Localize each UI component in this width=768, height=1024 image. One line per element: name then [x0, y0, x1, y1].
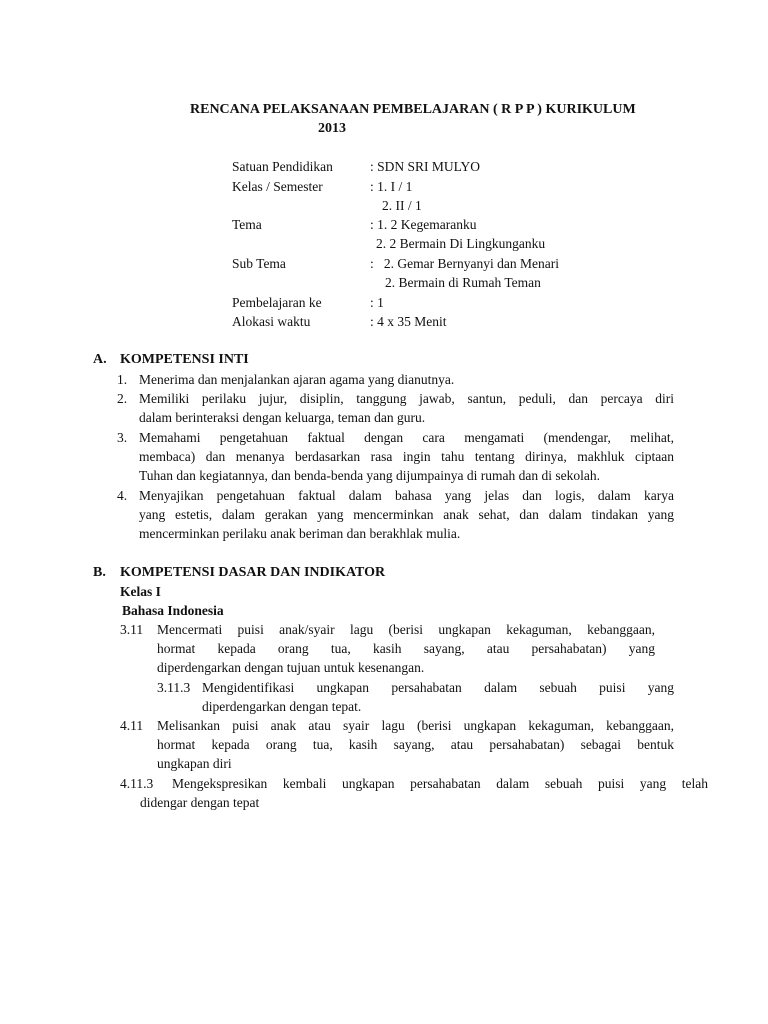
kd-text-cont: diperdengarkan dengan tujuan untuk kesenangan. — [157, 660, 425, 675]
identity-value: : 2. Gemar Bernyanyi dan Menari — [370, 256, 559, 271]
identity-label: Pembelajaran ke — [232, 295, 322, 310]
identity-value: : 1. I / 1 — [370, 179, 413, 194]
section-number: B. — [93, 565, 106, 580]
section-number: A. — [93, 352, 107, 367]
kd-text-cont: ungkapan diri — [157, 756, 232, 771]
identity-value: : 1. 2 Kegemaranku — [370, 217, 477, 232]
class-label: Kelas I — [120, 584, 161, 599]
identity-label: Sub Tema — [232, 256, 286, 271]
indicator-text-cont: didengar dengan tepat — [140, 795, 260, 810]
subject-label: Bahasa Indonesia — [122, 603, 224, 618]
kd-number: 3.11 — [120, 622, 144, 637]
identity-value-cont: 2. Bermain di Rumah Teman — [385, 275, 541, 290]
indicator-number: 4.11.3 — [120, 776, 154, 791]
indicator-text: Mengidentifikasi ungkapan persahabatan dalam sebuah puisi yang — [202, 680, 674, 695]
kd-text: Melisankan puisi anak atau syair lagu (berisi ungkapan kekaguman, kebanggaan, — [157, 718, 674, 733]
identity-value-cont: 2. II / 1 — [382, 198, 422, 213]
kd-number: 4.11 — [120, 718, 144, 733]
indicator-text-cont: diperdengarkan dengan tepat. — [202, 699, 362, 714]
indicator-number: 3.11.3 — [157, 680, 191, 695]
list-item-cont: membaca) dan menanya berdasarkan rasa ingin tahu tentang dirinya, makhluk ciptaan — [139, 449, 674, 464]
list-number: 1. — [117, 372, 128, 387]
identity-label: Tema — [232, 217, 262, 232]
doc-title-year: 2013 — [318, 121, 346, 136]
list-number: 4. — [117, 488, 128, 503]
kd-text: Mencermati puisi anak/syair lagu (berisi ungkapan kekaguman, kebanggaan, — [157, 622, 655, 637]
section-heading: KOMPETENSI INTI — [120, 352, 249, 367]
identity-label: Alokasi waktu — [232, 314, 311, 329]
list-number: 2. — [117, 391, 128, 406]
identity-value: : SDN SRI MULYO — [370, 159, 481, 174]
list-item-cont: yang estetis, dalam gerakan yang mencerminkan anak sehat, dan dalam tindakan yang — [139, 507, 674, 522]
list-item-cont: mencerminkan perilaku anak beriman dan berakhlak mulia. — [139, 526, 461, 541]
doc-title: RENCANA PELAKSANAAN PEMBELAJARAN ( R P P ) KURIKULUM — [190, 102, 636, 117]
section-heading: KOMPETENSI DASAR DAN INDIKATOR — [120, 565, 386, 580]
identity-label: Satuan Pendidikan — [232, 159, 333, 174]
list-item-cont: Tuhan dan kegiatannya, dan benda-benda yang dijumpainya di rumah dan di sekolah. — [139, 468, 601, 483]
identity-value: : 1 — [370, 295, 384, 310]
identity-value-cont: 2. 2 Bermain Di Lingkunganku — [376, 236, 546, 251]
identity-label: Kelas / Semester — [232, 179, 323, 194]
kd-text-cont: hormat kepada orang tua, kasih sayang, atau persahabatan) sebagai bentuk — [157, 737, 674, 752]
list-item: Memiliki perilaku jujur, disiplin, tanggung jawab, santun, peduli, dan percaya diri — [139, 391, 674, 406]
indicator-text: Mengekspresikan kembali ungkapan persahabatan dalam sebuah puisi yang telah — [172, 776, 708, 791]
list-item-cont: dalam berinteraksi dengan keluarga, teman dan guru. — [139, 410, 426, 425]
kd-text-cont: hormat kepada orang tua, kasih sayang, atau persahabatan) yang — [157, 641, 655, 656]
list-item: Memahami pengetahuan faktual dengan cara mengamati (mendengar, melihat, — [139, 430, 674, 445]
identity-value: : 4 x 35 Menit — [370, 314, 447, 329]
list-item: Menerima dan menjalankan ajaran agama yang dianutnya. — [139, 372, 455, 387]
list-item: Menyajikan pengetahuan faktual dalam bahasa yang jelas dan logis, dalam karya — [139, 488, 674, 503]
list-number: 3. — [117, 430, 128, 445]
